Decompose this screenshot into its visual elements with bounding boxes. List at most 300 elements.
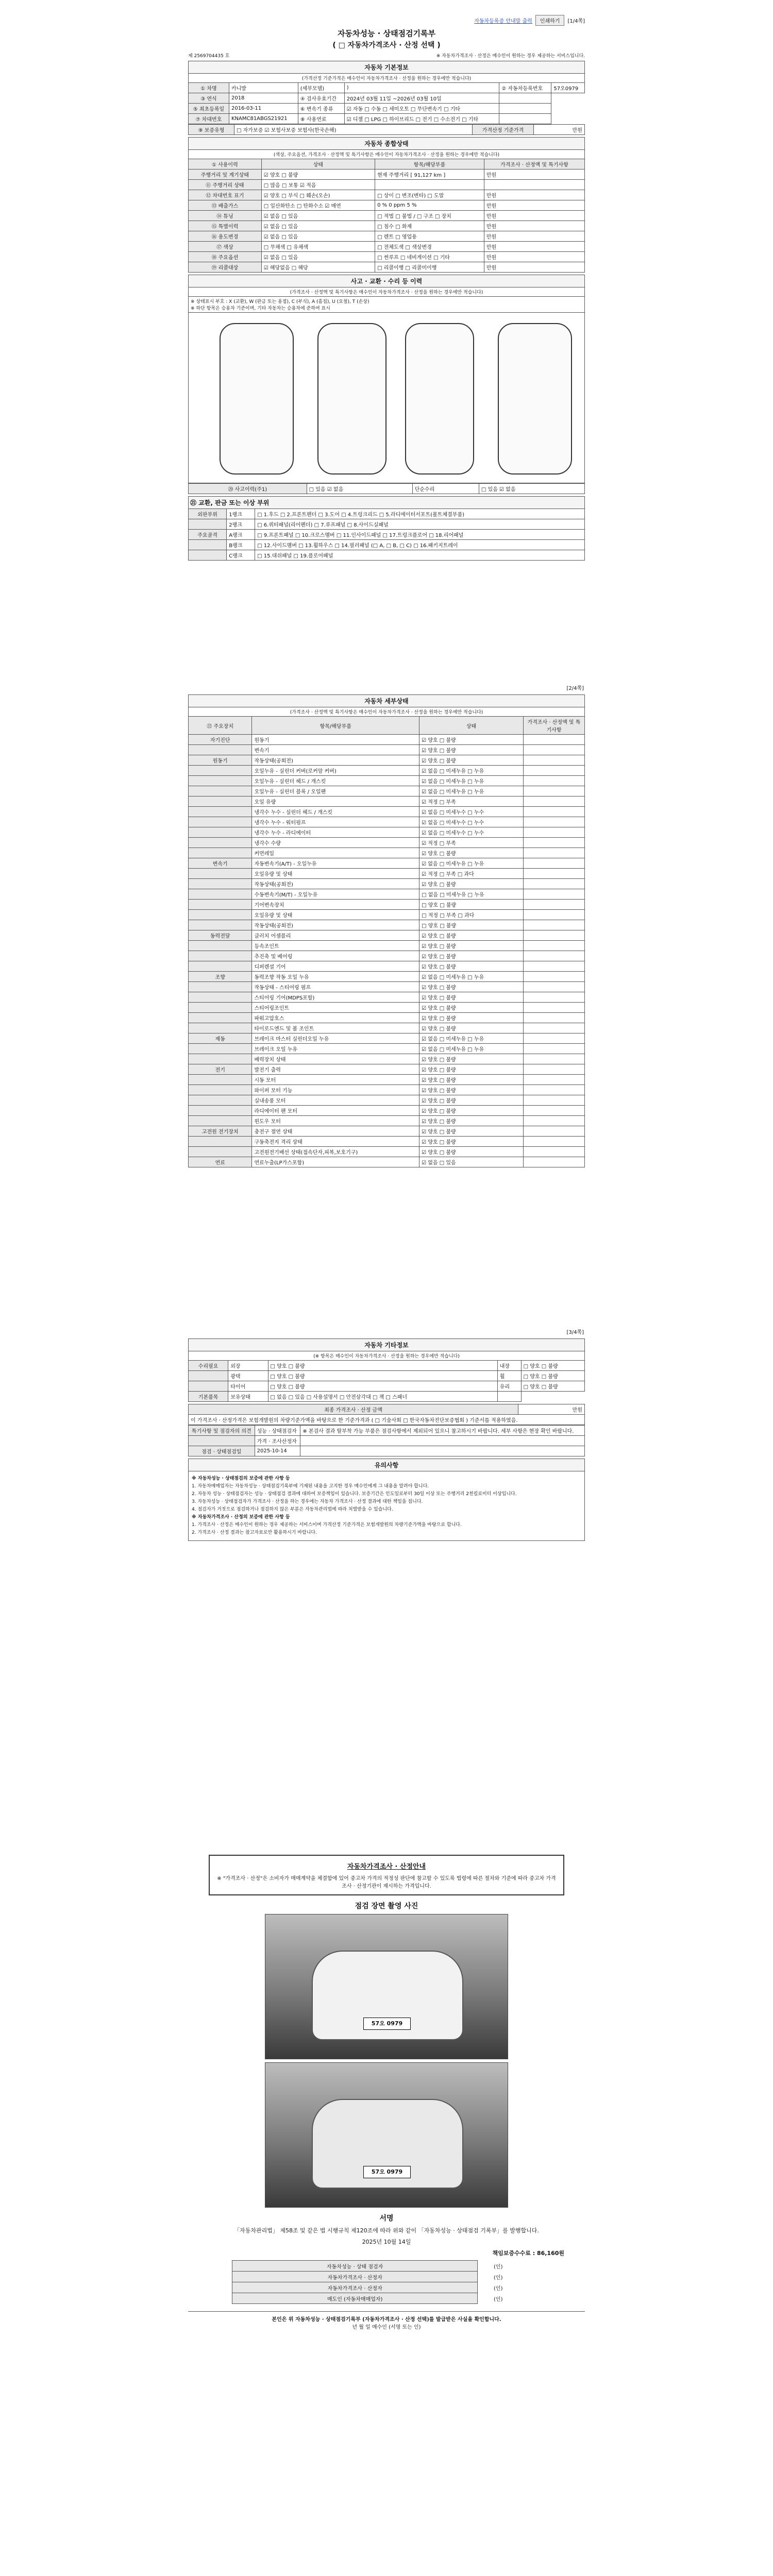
basic-info-table xyxy=(188,82,585,124)
detail-cell xyxy=(189,1106,252,1116)
opinion-row xyxy=(189,1426,585,1436)
status-cell xyxy=(484,180,584,190)
warranty-table xyxy=(188,124,585,135)
etc-cell: 보유상태 xyxy=(228,1392,268,1402)
terms-item: 4. 점검자가 거짓으로 점검하거나 점검하지 않은 부분은 자동차관리법에 따라 처벌받을 수 있습니다. xyxy=(192,1507,393,1513)
detail-cell: 파워고압호스 xyxy=(252,1013,419,1023)
detail-cell: 발전기 출력 xyxy=(252,1064,419,1075)
detail-price-cell xyxy=(524,776,585,786)
parts-row xyxy=(189,509,585,519)
detail-cell: 변속기 xyxy=(252,745,419,755)
detail-price-cell xyxy=(524,900,585,910)
opinion-cell: 특기사항 및 점검자의 의견 xyxy=(189,1426,255,1436)
detail-cell xyxy=(189,807,252,817)
detail-cell: ☑ 양호 □ 불량 xyxy=(419,1064,524,1075)
detail-price-cell xyxy=(524,1044,585,1054)
detail-cell: ☑ 양호 □ 불량 xyxy=(419,930,524,941)
detail-row xyxy=(189,869,585,879)
opinion-cell xyxy=(300,1436,585,1446)
detail-cell: 고전원전기배선 상태(접속단자,피복,보호기구) xyxy=(252,1147,419,1157)
detail-cell: □ 적정 □ 부족 □ 과다 xyxy=(419,910,524,920)
detail-header: 상태 xyxy=(419,717,524,735)
detail-price-cell xyxy=(524,817,585,827)
detail-cell: 수동변속기(M/T) - 오일누유 xyxy=(252,889,419,900)
etc-cell: 기본품목 xyxy=(189,1392,228,1402)
detail-cell: ☑ 양호 □ 불량 xyxy=(419,1116,524,1126)
detail-cell: 디퍼렌셜 기어 xyxy=(252,961,419,972)
detail-cell xyxy=(189,1003,252,1013)
detail-cell: 오일유량 및 상태 xyxy=(252,869,419,879)
etc-cell: 광택 xyxy=(228,1371,268,1381)
etc-cell: □ 없음 □ 있음 □ 사용설명서 □ 안전삼각대 □ 잭 □ 스패너 xyxy=(268,1392,497,1402)
etc-cell: □ 양호 □ 불량 xyxy=(521,1371,584,1381)
detail-cell: 연료누출(LP가스포함) xyxy=(252,1157,419,1167)
car-frame-view xyxy=(405,323,474,474)
warranty-label: ⑨ 보증유형 xyxy=(189,125,234,135)
detail-cell: ☑ 양호 □ 불량 xyxy=(419,1054,524,1064)
detail-cell: ☑ 양호 □ 불량 xyxy=(419,1147,524,1157)
status-row xyxy=(189,200,585,211)
status-cell: ⑫ 차대번호 표기 xyxy=(189,190,262,200)
detail-cell: ☑ 양호 □ 불량 xyxy=(419,848,524,858)
detail-price-cell xyxy=(524,1023,585,1033)
status-header: 상태 xyxy=(261,159,375,170)
signers-table xyxy=(232,2260,541,2304)
status-cell: ⑭ 튜닝 xyxy=(189,211,262,221)
opinion-cell xyxy=(300,1446,585,1456)
terms-item: 1. 자동차매매업자는 자동차성능 · 상태점검기록부에 기재된 내용을 고지한 경우 매수인에게 그 내용을 알려야 합니다. xyxy=(192,1484,429,1489)
basic-info-cell xyxy=(499,114,551,124)
status-row xyxy=(189,262,585,273)
detail-cell: ☑ 없음 □ 있음 xyxy=(419,1157,524,1167)
parts-cell: 1랭크 xyxy=(227,509,255,519)
signer-cell: 자동차성능 · 상태 점검자 xyxy=(232,2261,478,2272)
etc-row xyxy=(189,1392,585,1402)
etc-cell: 내장 xyxy=(497,1361,521,1371)
terms-item: 2. 가격조사 · 산정 결과는 참고자료로만 활용하시기 바랍니다. xyxy=(192,1530,317,1536)
detail-row xyxy=(189,1003,585,1013)
accident-title: 사고 · 교환 · 수리 등 이력 xyxy=(188,275,585,287)
detail-row xyxy=(189,827,585,838)
basic-info-title: 자동차 기본정보 xyxy=(188,61,585,73)
status-cell: ☑ 없음 □ 있음 xyxy=(261,221,375,231)
detail-cell: 연료 xyxy=(189,1157,252,1167)
detail-cell: 오일누유 - 실린더 블록 / 오일팬 xyxy=(252,786,419,796)
page-2-number: [2/4쪽] xyxy=(566,686,584,691)
basic-info-cell: ) xyxy=(344,83,499,93)
etc-cell: □ 양호 □ 불량 xyxy=(521,1381,584,1392)
detail-row xyxy=(189,1106,585,1116)
parts-cell: □ 9.프론트패널 □ 10.크로스멤버 □ 11.인사이드패널 □ 17.트렁크플로어 □ 18.리어패널 xyxy=(255,530,585,540)
status-cell: 만원 xyxy=(484,242,584,252)
page-title: 자동차성능 · 상태점검기록부 xyxy=(337,29,436,38)
detail-cell: ☑ 없음 □ 미세누수 □ 누수 xyxy=(419,827,524,838)
status-cell: 만원 xyxy=(484,190,584,200)
detail-cell: 등속조인트 xyxy=(252,941,419,951)
detail-cell xyxy=(189,941,252,951)
basic-info-cell: ⑤ 최초등록일 xyxy=(189,104,229,114)
detail-row xyxy=(189,858,585,869)
detail-row xyxy=(189,1013,585,1023)
detail-cell: ☑ 양호 □ 불량 xyxy=(419,755,524,766)
page-3 xyxy=(188,1327,585,1541)
detail-cell xyxy=(189,817,252,827)
basic-info-cell: ① 차명 xyxy=(189,83,229,93)
detail-price-cell xyxy=(524,972,585,982)
detail-cell: ☑ 양호 □ 불량 xyxy=(419,1085,524,1095)
detail-cell xyxy=(189,1044,252,1054)
opinion-table xyxy=(188,1425,585,1456)
status-cell: ⑪ 주행거리 상태 xyxy=(189,180,262,190)
signer-row xyxy=(232,2272,541,2282)
print-button[interactable]: 인쇄하기 xyxy=(535,15,565,26)
parts-cell: B랭크 xyxy=(227,540,255,550)
notice-box xyxy=(209,1855,564,1895)
signer-cell xyxy=(478,2282,492,2293)
detail-row xyxy=(189,1095,585,1106)
status-row xyxy=(189,221,585,231)
detail-cell: □ 양호 □ 불량 xyxy=(419,900,524,910)
detail-cell: ☑ 없음 □ 미세누유 □ 누유 xyxy=(419,1033,524,1044)
detail-cell: 오일누유 - 실린더 헤드 / 개스킷 xyxy=(252,776,419,786)
detail-cell xyxy=(189,1054,252,1064)
status-cell: ☑ 양호 □ 부식 □ 훼손(오손) xyxy=(261,190,375,200)
status-header: 가격조사 · 산정액 및 특기사항 xyxy=(484,159,584,170)
final-price-title: 최종 가격조사 · 산정 금액 xyxy=(189,1404,518,1415)
detail-cell: 추진축 및 베어링 xyxy=(252,951,419,961)
detail-cell: 오일유량 및 상태 xyxy=(252,910,419,920)
detail-cell xyxy=(189,951,252,961)
etc-cell xyxy=(189,1371,228,1381)
detail-cell: 브레이크 마스터 실린더오일 누유 xyxy=(252,1033,419,1044)
detail-cell: 원동기 xyxy=(189,755,252,766)
detail-price-cell xyxy=(524,848,585,858)
detail-row xyxy=(189,982,585,992)
detail-cell: ☑ 양호 □ 불량 xyxy=(419,1003,524,1013)
detail-cell xyxy=(189,920,252,930)
terms-title: 유의사항 xyxy=(188,1459,585,1471)
parts-row xyxy=(189,530,585,540)
doc-number: 제 2569704435 호 xyxy=(188,54,230,59)
detail-row xyxy=(189,1033,585,1044)
detail-row xyxy=(189,1023,585,1033)
detail-cell: 충전구 절연 상태 xyxy=(252,1126,419,1137)
detail-price-cell xyxy=(524,941,585,951)
detail-cell xyxy=(189,1116,252,1126)
detail-row xyxy=(189,776,585,786)
parts-cell: A랭크 xyxy=(227,530,255,540)
detail-cell: 오일 유량 xyxy=(252,796,419,807)
accident-legend-2: ※ 하단 항목은 승용차 기준이며, 기타 자동차는 승용차에 준하여 표시 xyxy=(191,306,330,311)
detail-cell: ☑ 양호 □ 불량 xyxy=(419,1106,524,1116)
parts-cell: □ 15.대쉬패널 □ 19.플로어패널 xyxy=(255,550,585,561)
detail-cell: 기어변속장치 xyxy=(252,900,419,910)
notice-text: ※ "가격조사 · 산정"은 소비자가 매매계약을 체결함에 있어 중고차 가격의 적정성 판단에 참고할 수 있도록 법령에 따른 절차와 기준에 따라 중고차 가격조사 · 산정기관이 제시하는 가격입니다. xyxy=(217,1876,556,1889)
parts-title: ㉑ 교환, 판금 또는 이상 부위 xyxy=(188,496,585,509)
detail-price-cell xyxy=(524,1126,585,1137)
detail-cell: 냉각수 누수 - 실린더 헤드 / 개스킷 xyxy=(252,807,419,817)
etc-table xyxy=(188,1360,585,1402)
detail-price-cell xyxy=(524,735,585,745)
detail-price-cell xyxy=(524,869,585,879)
status-cell: ⑰ 색상 xyxy=(189,242,262,252)
doc-note: ※ 자동차가격조사 · 산정은 매수인이 원하는 경우 제공하는 서비스입니다. xyxy=(436,54,585,59)
detail-cell: 전기 xyxy=(189,1064,252,1075)
parts-cell xyxy=(189,519,227,530)
detail-row xyxy=(189,766,585,776)
detail-row xyxy=(189,745,585,755)
basic-info-cell: ④ 검사유효기간 xyxy=(298,93,344,104)
detail-price-cell xyxy=(524,920,585,930)
detail-cell xyxy=(189,961,252,972)
detail-price-cell xyxy=(524,1033,585,1044)
sign-date: 2025년 10월 14일 xyxy=(362,2239,411,2245)
detail-price-cell xyxy=(524,961,585,972)
status-cell: 만원 xyxy=(484,231,584,242)
detail-price-cell xyxy=(524,930,585,941)
detail-cell: 커먼레일 xyxy=(252,848,419,858)
detail-cell: 동력전달 xyxy=(189,930,252,941)
terms-item: 2. 자동차 성능 · 상태점검자는 성능 · 상태점검 결과에 대하여 보증책임이 있습니다. 보증기간은 인도일로부터 30일 이상 또는 주행거리 2천킬로미터 이상입니다. xyxy=(192,1492,517,1497)
detail-row xyxy=(189,1075,585,1085)
detail-price-cell xyxy=(524,858,585,869)
print-guide-link[interactable]: 자동차등록증 안내말 출력 xyxy=(474,18,532,24)
detail-cell: ☑ 양호 □ 불량 xyxy=(419,735,524,745)
status-title: 자동차 종합상태 xyxy=(188,137,585,149)
detail-cell: 고전원 전기장치 xyxy=(189,1126,252,1137)
detail-cell: 원동기 xyxy=(252,735,419,745)
detail-cell: ☑ 양호 □ 불량 xyxy=(419,1126,524,1137)
detail-cell: ☑ 적정 □ 부족 xyxy=(419,796,524,807)
signer-cell: (인) xyxy=(494,2285,503,2292)
status-header: ① 사용이력 xyxy=(189,159,262,170)
detail-cell: 작동상태(공회전) xyxy=(252,755,419,766)
notice-title: 자동차가격조사 · 산정안내 xyxy=(347,1863,426,1871)
detail-row xyxy=(189,941,585,951)
detail-cell: ☑ 양호 □ 불량 xyxy=(419,1095,524,1106)
etc-cell: □ 양호 □ 불량 xyxy=(521,1361,584,1371)
status-row xyxy=(189,190,585,200)
status-cell: ☑ 없음 □ 있음 xyxy=(261,252,375,262)
detail-cell: ☑ 없음 □ 미세누수 □ 누수 xyxy=(419,807,524,817)
detail-price-cell xyxy=(524,807,585,817)
detail-cell: 스티어링조인트 xyxy=(252,1003,419,1013)
status-row xyxy=(189,242,585,252)
detail-cell: ☑ 적정 □ 부족 xyxy=(419,838,524,848)
opinion-cell xyxy=(189,1436,255,1446)
detail-cell: ☑ 양호 □ 불량 xyxy=(419,1137,524,1147)
detail-row xyxy=(189,1126,585,1137)
status-cell: ⑲ 리콜대상 xyxy=(189,262,262,273)
basic-info-cell: ⑧ 사용연료 xyxy=(298,114,344,124)
status-cell: ☑ 양호 □ 불량 xyxy=(261,170,375,180)
detail-cell xyxy=(189,910,252,920)
parts-cell: □ 1.후드 □ 2.프론트펜더 □ 3.도어 □ 4.트렁크리드 □ 5.라디에이터서포트(볼트체결부품) xyxy=(255,509,585,519)
status-cell: 만원 xyxy=(484,211,584,221)
opinion-cell: 2025-10-14 xyxy=(255,1446,300,1456)
status-row xyxy=(189,252,585,262)
detail-price-cell xyxy=(524,1003,585,1013)
status-cell: ⑱ 주요옵션 xyxy=(189,252,262,262)
status-cell: 만원 xyxy=(484,262,584,273)
car-right-view xyxy=(498,323,572,474)
signer-row xyxy=(232,2282,541,2293)
status-cell: □ 무채색 □ 유채색 xyxy=(261,242,375,252)
status-cell: ⑬ 배출가스 xyxy=(189,200,262,211)
detail-price-cell xyxy=(524,951,585,961)
detail-row xyxy=(189,1044,585,1054)
basic-info-cell: ☑ 디젤 □ LPG □ 하이브리드 □ 전기 □ 수소전기 □ 기타 xyxy=(344,114,499,124)
basic-info-cell: ☑ 자동 □ 수동 □ 세미오토 □ 무단변속기 □ 기타 xyxy=(344,104,499,114)
detail-price-cell xyxy=(524,879,585,889)
etc-row xyxy=(189,1371,585,1381)
detail-row xyxy=(189,1147,585,1157)
etc-row xyxy=(189,1381,585,1392)
accident-cell: □ 있음 ☑ 없음 xyxy=(479,484,584,494)
detail-cell: 냉각수 누수 - 라디에이터 xyxy=(252,827,419,838)
detail-cell xyxy=(189,1095,252,1106)
status-row xyxy=(189,231,585,242)
etc-cell: 타이어 xyxy=(228,1381,268,1392)
detail-cell: 자기진단 xyxy=(189,735,252,745)
detail-row xyxy=(189,807,585,817)
signer-cell xyxy=(478,2293,492,2304)
detail-row xyxy=(189,879,585,889)
etc-cell: □ 양호 □ 불량 xyxy=(268,1361,497,1371)
inspection-photo-rear xyxy=(265,2062,508,2208)
opinion-cell: 성능 · 상태점검자 xyxy=(255,1426,300,1436)
etc-cell: 외장 xyxy=(228,1361,268,1371)
status-cell: □ 일산화탄소 □ 탄화수소 ☑ 매연 xyxy=(261,200,375,211)
status-row xyxy=(189,170,585,180)
sign-title: 서명 xyxy=(379,2214,394,2223)
detail-price-cell xyxy=(524,1157,585,1167)
detail-cell: 윈도우 모터 xyxy=(252,1116,419,1126)
page-toolbar xyxy=(188,14,585,26)
parts-cell: □ 12.사이드멤버 □ 13.휠하우스 □ 14.필러패널 (□ A, □ B, □ C) □ 16.패키지트레이 xyxy=(255,540,585,550)
basic-info-row xyxy=(189,104,585,114)
status-row xyxy=(189,180,585,190)
signer-cell: (인) xyxy=(494,2275,503,2281)
detail-cell: 실내송풍 모터 xyxy=(252,1095,419,1106)
parts-cell: 외판부위 xyxy=(189,509,227,519)
signer-cell: 자동차가격조사 · 산정자 xyxy=(232,2282,478,2293)
etc-cell: □ 양호 □ 불량 xyxy=(268,1371,497,1381)
detail-cell: 타이로드엔드 및 볼 조인트 xyxy=(252,1023,419,1033)
detail-cell xyxy=(189,982,252,992)
detail-cell: 작동상태 - 스티어링 펌프 xyxy=(252,982,419,992)
status-cell xyxy=(375,180,484,190)
accident-row xyxy=(189,484,585,494)
detail-cell: 자동변속기(A/T) - 오일누유 xyxy=(252,858,419,869)
detail-cell: ☑ 적정 □ 부족 □ 과다 xyxy=(419,869,524,879)
signer-row xyxy=(232,2261,541,2272)
detail-cell: 냉각수 누수 - 워터펌프 xyxy=(252,817,419,827)
basic-info-cell xyxy=(499,104,551,114)
detail-cell: □ 양호 □ 불량 xyxy=(419,920,524,930)
basic-info-cell: (세부모델) xyxy=(298,83,344,93)
opinion-cell: 가격 · 조사산정자 xyxy=(255,1436,300,1446)
footer-sign: 년 월 일 매수인 (서명 또는 인) xyxy=(352,2325,421,2330)
detail-cell: ☑ 양호 □ 불량 xyxy=(419,982,524,992)
detail-cell: 라디에이터 팬 모터 xyxy=(252,1106,419,1116)
basic-info-cell: ⑥ 변속기 종류 xyxy=(298,104,344,114)
detail-header: ㉒ 주요장치 xyxy=(189,717,252,735)
detail-price-cell xyxy=(524,889,585,900)
page-count: [1/4쪽] xyxy=(567,18,585,24)
status-cell: □ 적법 □ 불법 / □ 구조 □ 장치 xyxy=(375,211,484,221)
detail-cell xyxy=(189,796,252,807)
status-cell: 만원 xyxy=(484,200,584,211)
basic-info-cell: ③ 연식 xyxy=(189,93,229,104)
status-cell: □ 상이 □ 변조(변타) □ 도말 xyxy=(375,190,484,200)
car-left-view xyxy=(220,323,294,474)
detail-row xyxy=(189,838,585,848)
basic-info-note: (가격산정 기준가격은 매수인이 자동차가격조사 · 산정을 원하는 경우에만 적습니다) xyxy=(188,73,585,82)
etc-note: (※ 항목은 매수인이 자동차가격조사 · 산정을 원하는 경우에만 적습니다) xyxy=(188,1351,585,1360)
status-cell: □ 많음 □ 보통 ☑ 적음 xyxy=(261,180,375,190)
final-price-table xyxy=(188,1404,585,1425)
price-label: 가격산정 기준가격 xyxy=(473,125,534,135)
detail-row xyxy=(189,735,585,745)
detail-cell: 브레이크 오일 누유 xyxy=(252,1044,419,1054)
detail-cell: ☑ 없음 □ 미세누유 □ 누유 xyxy=(419,786,524,796)
footer-text: 본인은 위 자동차성능 · 상태점검기록부 (자동차가격조사 · 산정 선택)를 발급받은 사실을 확인합니다. xyxy=(188,2311,585,2323)
status-header: 항목/해당부품 xyxy=(375,159,484,170)
detail-price-cell xyxy=(524,1013,585,1023)
status-row xyxy=(189,211,585,221)
car-top-view xyxy=(317,323,386,474)
etc-cell: □ 양호 □ 불량 xyxy=(268,1381,497,1392)
detail-cell: 작동상태(공회전) xyxy=(252,879,419,889)
detail-price-cell xyxy=(524,796,585,807)
parts-cell xyxy=(189,540,227,550)
detail-cell: ☑ 없음 □ 미세누유 □ 누유 xyxy=(419,858,524,869)
detail-price-cell xyxy=(524,1075,585,1085)
detail-cell xyxy=(189,848,252,858)
detail-row xyxy=(189,796,585,807)
detail-row xyxy=(189,889,585,900)
terms-item: 1. 가격조사 · 산정은 매수인이 원하는 경우 제공하는 서비스이며 가격산정 기준가격은 보험개발원의 차량기준가액을 바탕으로 합니다. xyxy=(192,1522,462,1528)
detail-cell: ☑ 양호 □ 불량 xyxy=(419,951,524,961)
detail-cell: 변속기 xyxy=(189,858,252,869)
detail-row xyxy=(189,755,585,766)
status-cell: ⑮ 특별이력 xyxy=(189,221,262,231)
signer-cell: (인) xyxy=(494,2296,503,2302)
photo-title: 점검 장면 촬영 사진 xyxy=(355,1902,418,1910)
status-cell: □ 썬루프 □ 네비게이션 □ 기타 xyxy=(375,252,484,262)
license-plate-rear: 57오 0979 xyxy=(363,2166,411,2178)
detail-cell xyxy=(189,766,252,776)
detail-price-cell xyxy=(524,766,585,776)
parts-row xyxy=(189,550,585,561)
accident-table xyxy=(188,483,585,494)
status-cell: 현재 주행거리 [ 91,127 km ] xyxy=(375,170,484,180)
fee-label: 책임보증수수료 : 86,160원 xyxy=(492,2250,564,2257)
status-cell: 주행거리 및 계기상태 xyxy=(189,170,262,180)
terms-heading: ※ 자동차가격조사 · 산정의 보증에 관한 사항 등 xyxy=(192,1515,290,1520)
detail-header: 항목/해당부품 xyxy=(252,717,419,735)
detail-row xyxy=(189,1137,585,1147)
detail-cell: ☑ 양호 □ 불량 xyxy=(419,1075,524,1085)
detail-cell: 작동상태(공회전) xyxy=(252,920,419,930)
detail-cell: ☑ 없음 □ 미세누유 □ 누유 xyxy=(419,766,524,776)
basic-info-cell: ② 자동차등록번호 xyxy=(499,83,551,93)
status-note: (색상, 주요옵션, 가격조사 · 산정액 및 특기사항은 매수인이 자동차가격조사 · 산정을 원하는 경우에만 적습니다) xyxy=(188,149,585,159)
detail-row xyxy=(189,1116,585,1126)
detail-cell: 제동 xyxy=(189,1033,252,1044)
detail-row xyxy=(189,930,585,941)
